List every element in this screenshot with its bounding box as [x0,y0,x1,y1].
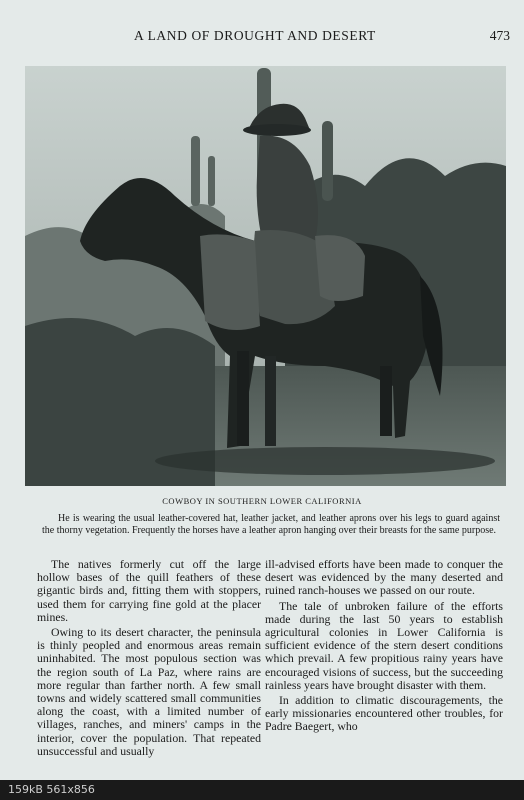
header-title: A LAND OF DROUGHT AND DESERT [134,28,376,43]
paragraph: The tale of unbroken failure of the efforts made during the last 50 years to establish agricultural colonies in Lower California is sufficient evidence of the stern desert conditions which prevail. A few propitious rainy years have encouraged visions of success, but the succeeding rainless years have brought disaster with them. [265,598,503,692]
page-number: 473 [489,28,510,43]
running-header [0,28,524,46]
image-viewer-status-bar [0,780,524,800]
figure-caption-title: COWBOY IN SOUTHERN LOWER CALIFORNIA [162,496,362,506]
photo-illustration [25,66,506,486]
body-column-left [37,558,261,760]
paragraph: ill-advised efforts have been made to conquer the desert was evidenced by the many deserted and ruined ranch-houses we passed on our route. [265,557,503,598]
body-column-right [265,558,503,736]
figure-caption-text: He is wearing the usual leather-covered hat, leather jacket, and leather aprons over his legs to guard against the thorny vegetation. Frequently the horses have a leather apron hanging over their breasts for the same purpose. [42,513,500,536]
paragraph: Owing to its desert character, the peninsula is thinly peopled and enormous areas remain uninhabited. The most populous section was the region south of La Paz, where rains are more regular than farther north. A few small towns and widely scattered small communities along the coast, with a limited number of villages, ranches, and miners' camps in the interior, cover the population. That repeated unsuccessful and usually [37,625,261,758]
cowboy-photograph [25,66,506,486]
paragraph: The natives formerly cut off the large hollow bases of the quill feathers of these gigantic birds and, fitting them with stoppers, used them for carrying fine gold at the placer mines. [37,557,261,624]
paragraph: In addition to climatic discouragements, the early missionaries encountered other troubles, for Padre Baegert, who [265,693,503,734]
image-info-text: 159kB 561x856 [8,783,95,796]
